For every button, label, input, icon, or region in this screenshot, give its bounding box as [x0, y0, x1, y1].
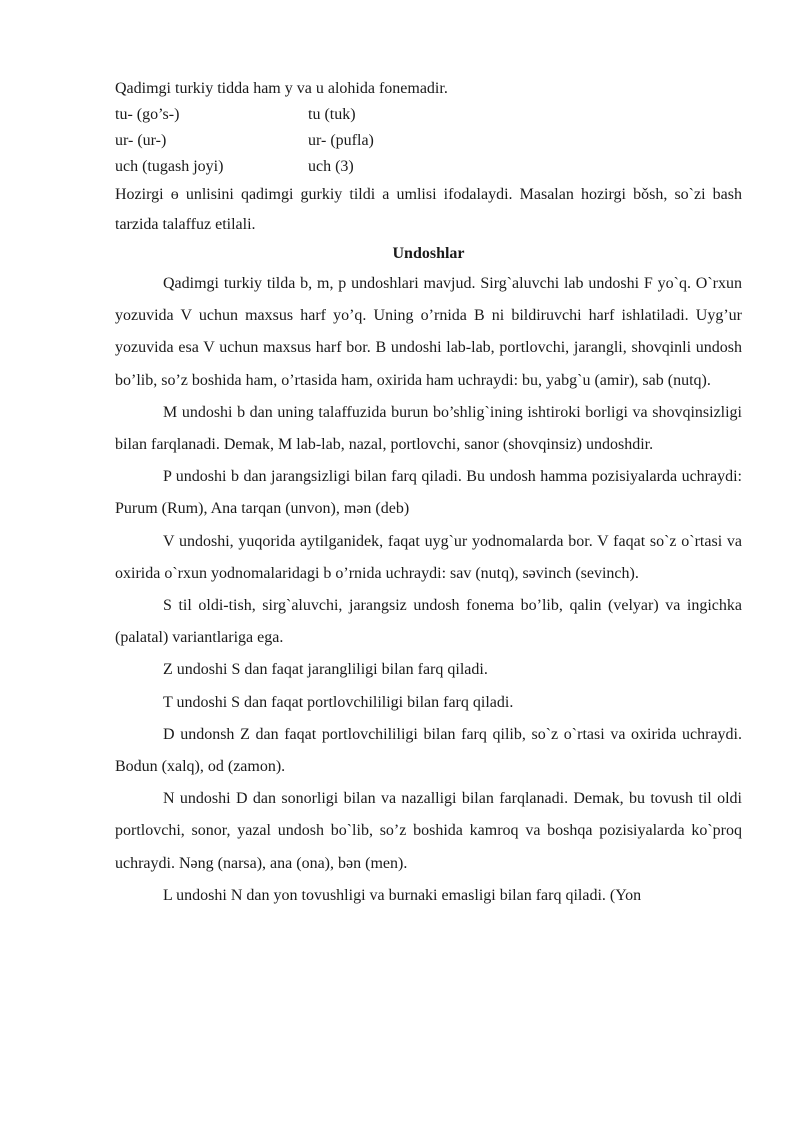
document-page [115, 76, 742, 912]
example-row [115, 154, 742, 180]
paragraph-p: P undoshi b dan jarangsizligi bilan farq qiladi. Bu undosh hamma pozisiyalarda uchraydi: Purum (Rum), Ana tarqan (unvon), mən (deb) [115, 468, 742, 518]
example-right: ur- (pufla) [308, 132, 374, 149]
paragraph-n: N undoshi D dan sonorligi bilan va nazalligi bilan farqlanadi. Demak, bu tovush til oldi portlovchi, sonor, yazal undosh bo`lib, so’z boshida kamroq va boshqa pozisiyalarda ko`proq uchraydi. Nəng (narsa), ana (ona), bən (men). [115, 790, 742, 872]
intro-paragraph: Hozirgi ɵ unlisini qadimgi gurkiy tildi a umlisi ifodalaydi. Masalan hozirgi bǒsh, so`zi bash tarzida talaffuz etilali. [115, 186, 742, 233]
example-left: uch (tugash joyi) [115, 158, 224, 175]
example-row [115, 102, 742, 128]
intro-line: Qadimgi turkiy tidda ham y va u alohida fonemadir. [115, 80, 448, 97]
example-right: tu (tuk) [308, 106, 356, 123]
paragraph-d: D undonsh Z dan faqat portlovchililigi bilan farq qilib, so`z o`rtasi va oxirida uchraydi. Bodun (xalq), od (zamon). [115, 725, 742, 776]
paragraph-t: T undoshi S dan faqat portlovchililigi bilan farq qiladi. [163, 693, 514, 711]
section-heading: Undoshlar [392, 245, 465, 262]
paragraph-s: S til oldi-tish, sirg`aluvchi, jarangsiz undosh fonema bo’lib, qalin (velyar) va ingichka (palatal) variantlariga ega. [115, 597, 742, 647]
paragraph-z: Z undoshi S dan faqat jarangliligi bilan farq qiladi. [163, 661, 488, 679]
paragraph-l: L undoshi N dan yon tovushligi va burnaki emasligi bilan farq qiladi. (Yon [163, 886, 642, 904]
example-row [115, 128, 742, 154]
paragraph-v: V undoshi, yuqorida aytilganidek, faqat uyg`ur yodnomalarda bor. V faqat so`z o`rtasi va oxirida o`rxun yodnomalaridagi b o’rnida uchraydi: sav (nutq), səvinch (sevinch). [115, 532, 742, 582]
example-right: uch (3) [308, 158, 354, 175]
example-left: ur- (ur-) [115, 132, 167, 149]
example-left: tu- (go’s-) [115, 106, 180, 123]
paragraph-b-m-p: Qadimgi turkiy tilda b, m, p undoshlari mavjud. Sirg`aluvchi lab undoshi F yo`q. O`rxun yozuvida V uchun maxsus harf yo’q. Uning o’rnida B ni bildiruvchi harf ishlatiladi. Uyg’ur yozuvida esa V uchun maxsus harf bor. B undoshi lab-lab, portlovchi, jarangli, shovqinli undosh bo’lib, so’z boshida ham, o’rtasida ham, oxirida ham uchraydi: bu, yabg`u (amir), sab (nutq). [115, 275, 742, 389]
paragraph-m: M undoshi b dan uning talaffuzida burun bo’shlig`ining ishtiroki borligi va shovqinsizligi bilan farqlanadi. Demak, M lab-lab, nazal, portlovchi, sanor (shovqinsiz) undoshdir. [115, 403, 742, 454]
